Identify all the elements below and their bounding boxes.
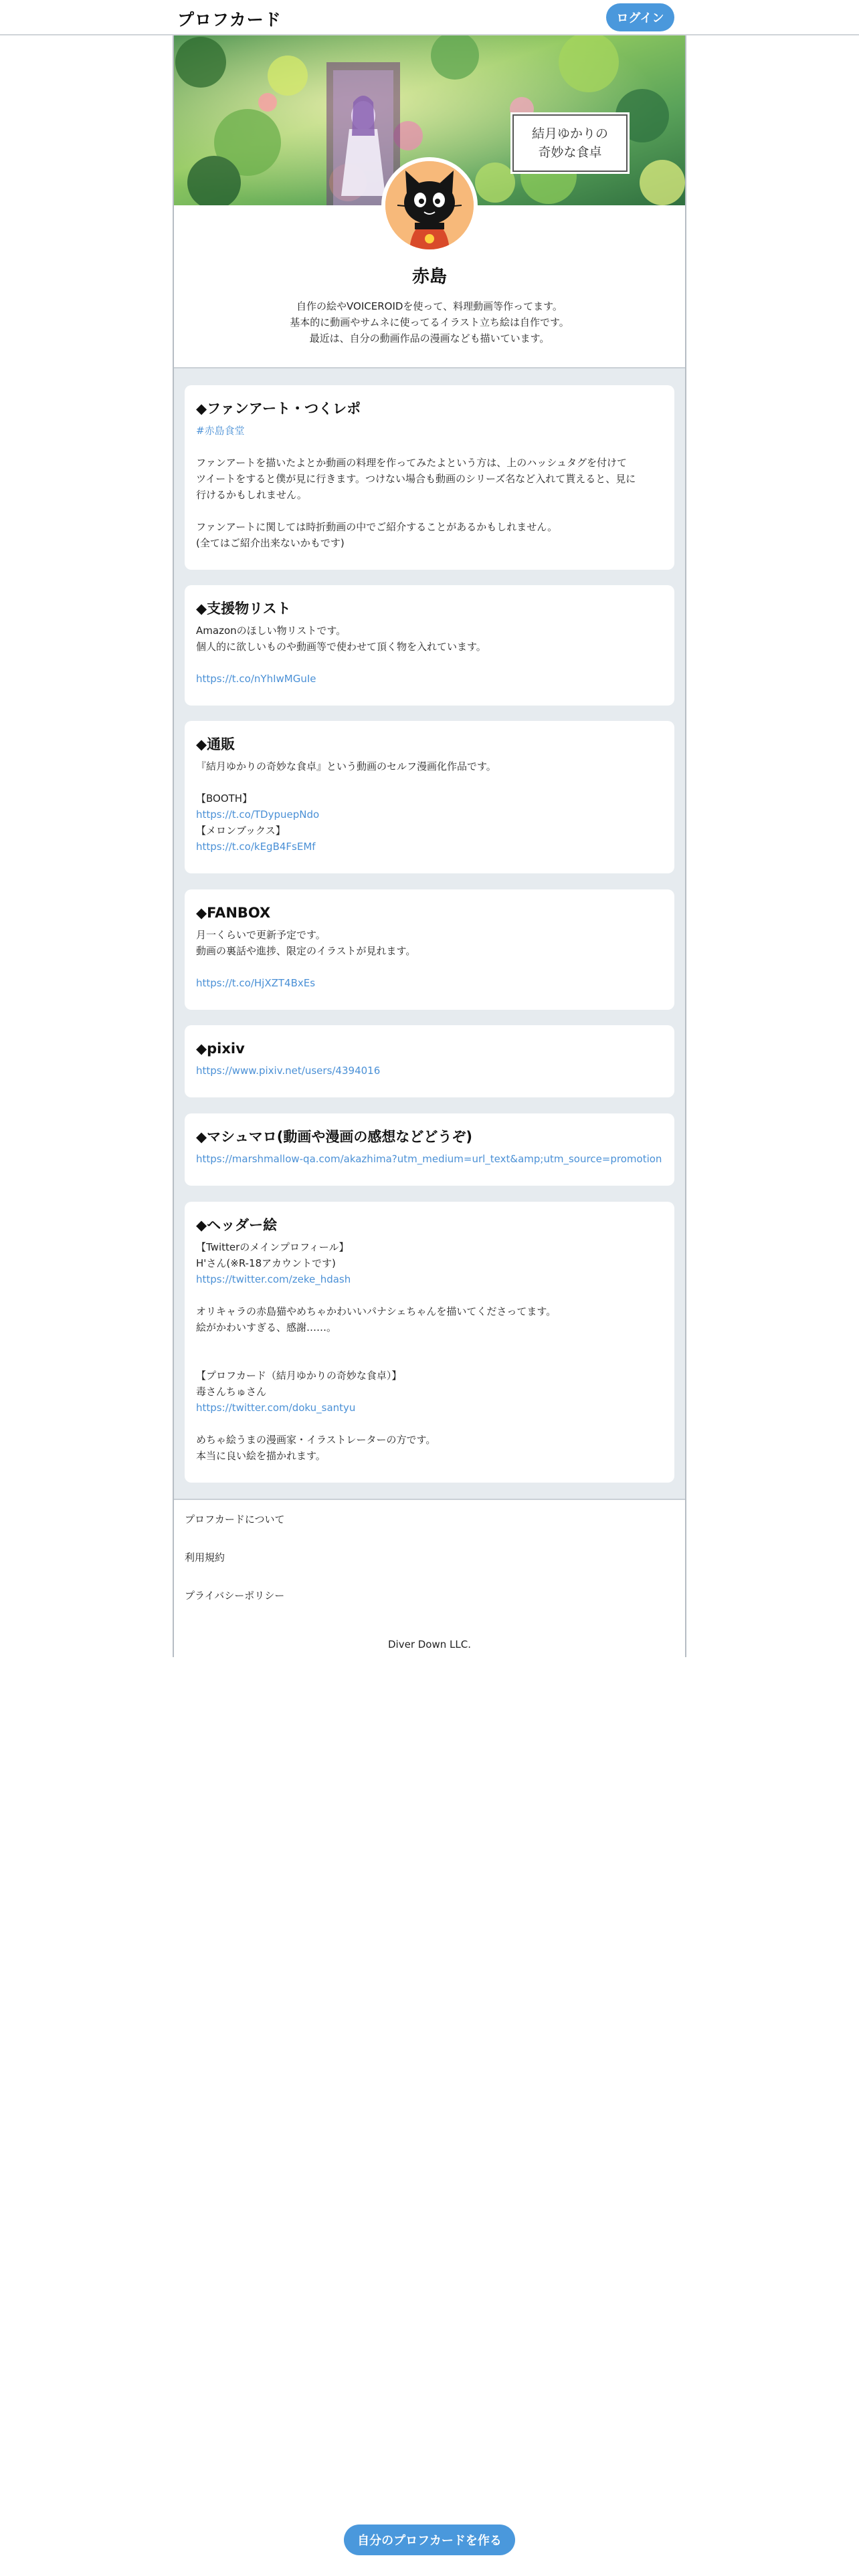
bio-line: 最近は、自分の動画作品の漫画なども描いています。 xyxy=(309,332,550,344)
card-text: 【Twitterのメインプロフィール】 H'さん(※R-18アカウントです) xyxy=(196,1241,349,1269)
booth-link[interactable]: https://t.co/TDypuepNdo xyxy=(196,809,320,821)
profile-name: 赤島 xyxy=(411,267,447,287)
card-text: オリキャラの赤島猫やめちゃかわいいパナシェちゃんを描いてくださってます。 絵がかわいすぎる、感謝……。 xyxy=(196,1305,557,1333)
card-marshmallow xyxy=(185,1113,674,1186)
card-title: ◆通販 xyxy=(196,736,235,752)
card-shop xyxy=(185,721,674,873)
card-pixiv xyxy=(185,1025,674,1097)
card-title: ◆ヘッダー絵 xyxy=(196,1217,278,1233)
card-title: ◆ファンアート・つくレポ xyxy=(196,401,361,417)
card-wishlist xyxy=(185,585,674,706)
card-text: Amazonのほしい物リストです。 個人的に欲しいものや動画等で使わせて頂く物を入れています。 xyxy=(196,625,486,653)
card-text: めちゃ絵うまの漫画家・イラストレーターの方です。 本当に良い絵を描かれます。 xyxy=(196,1434,436,1462)
card-title: ◆pixiv xyxy=(196,1041,245,1057)
login-button[interactable]: ログイン xyxy=(606,3,674,31)
bio-line: 自作の絵やVOICEROIDを使って、料理動画等作ってます。 xyxy=(296,300,563,312)
card-title: ◆FANBOX xyxy=(196,905,271,921)
top-bar xyxy=(0,0,859,35)
card-text: 【メロンブックス】 xyxy=(196,825,286,837)
make-profcard-button[interactable]: 自分のプロフカードを作る xyxy=(344,2525,515,2555)
card-text: ファンアートに関しては時折動画の中でご紹介することがあるかもしれません。 (全てはご紹介出来ないかもです) xyxy=(196,521,558,549)
avatar xyxy=(381,157,478,253)
link-cards xyxy=(174,367,685,1500)
twitter-link-zeke[interactable]: https://twitter.com/zeke_hdash xyxy=(196,1273,351,1285)
card-header-art xyxy=(185,1202,674,1483)
wishlist-link[interactable]: https://t.co/nYhIwMGuIe xyxy=(196,673,316,685)
pixiv-link[interactable]: https://www.pixiv.net/users/4394016 xyxy=(196,1065,381,1077)
card-text: 月一くらいで更新予定です。 動画の裏話や進捗、限定のイラストが見れます。 xyxy=(196,929,416,957)
card-text: ファンアートを描いたよとか動画の料理を作ってみたよという方は、上のハッシュタグを付けて ツイートをすると僕が見に行きます。つけない場合も動画のシリーズ名など入れて貰えると、見に 行けるかもしれません。 xyxy=(196,457,636,501)
fanbox-link[interactable]: https://t.co/HjXZT4BxEs xyxy=(196,977,316,989)
bio-line: 基本的に動画やサムネに使ってるイラスト立ち絵は自作です。 xyxy=(290,316,569,328)
footer-link-terms[interactable]: 利用規約 xyxy=(185,1551,225,1564)
book-title-line1: 結月ゆかりの xyxy=(531,126,608,141)
twitter-link-doku[interactable]: https://twitter.com/doku_santyu xyxy=(196,1402,356,1414)
melonbooks-link[interactable]: https://t.co/kEgB4FsEMf xyxy=(196,841,316,853)
footer-link-privacy[interactable]: プライバシーポリシー xyxy=(185,1590,285,1602)
brand-logo[interactable]: プロフカード xyxy=(177,10,282,29)
black-cat-icon xyxy=(385,161,474,249)
profile-bio xyxy=(174,298,685,346)
footer-link-about[interactable]: プロフカードについて xyxy=(185,1513,285,1525)
marshmallow-link[interactable]: https://marshmallow-qa.com/akazhima?utm_medium=url_text&amp;utm_source=promotion xyxy=(196,1153,662,1165)
hashtag-link[interactable]: #赤島食堂 xyxy=(196,425,245,437)
card-title: ◆支援物リスト xyxy=(196,601,291,617)
card-fanbox xyxy=(185,889,674,1010)
company-name: Diver Down LLC. xyxy=(388,1638,471,1650)
card-text: 【プロフカード（結月ゆかりの奇妙な食卓）】 毒さんちゅさん xyxy=(196,1370,402,1398)
book-title-line2: 奇妙な食卓 xyxy=(538,145,602,160)
book-title-sign xyxy=(512,114,628,172)
card-title: ◆マシュマロ(動画や漫画の感想などどうぞ) xyxy=(196,1129,472,1145)
card-text: 【BOOTH】 xyxy=(196,792,253,804)
profile-card xyxy=(173,35,686,1657)
card-text: 『結月ゆかりの奇妙な食卓』という動画のセルフ漫画化作品です。 xyxy=(196,760,496,772)
card-fanart xyxy=(185,385,674,570)
